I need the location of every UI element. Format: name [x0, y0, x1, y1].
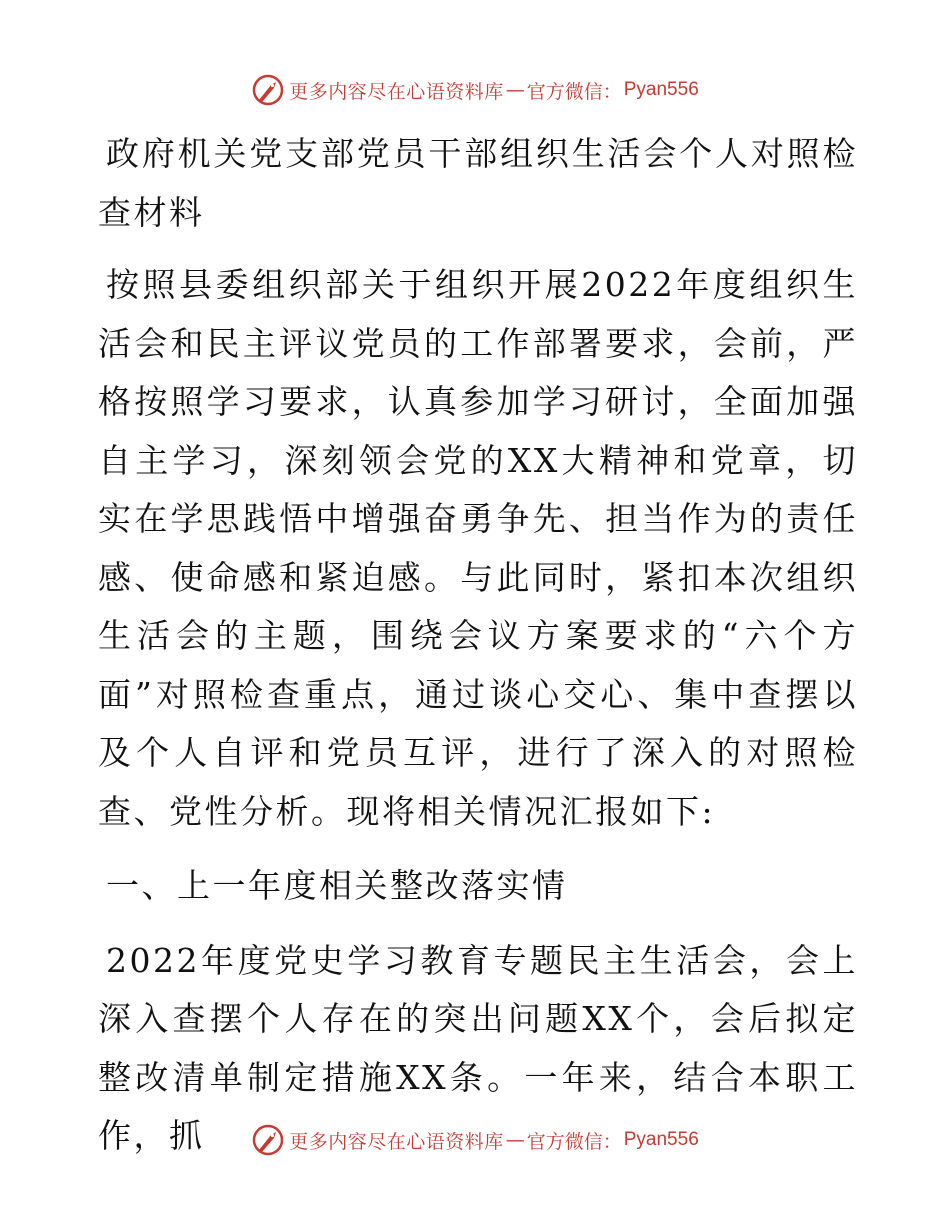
pen-nib-logo-icon [251, 73, 285, 107]
document-body [98, 125, 858, 1182]
watermark-separator: — [505, 79, 525, 101]
intro-paragraph: 按照县委组织部关于组织开展2022年度组织生活会和民主评议党员的工作部署要求，会前，严格按照学习要求，认真参加学习研讨，全面加强自主学习，深刻领会党的XX大精神和党章，切实在学思践悟中增强奋勇争先、担当作为的责任感、使命感和紧迫感。与此同时，紧扣本次组织生活会的主题，围绕会议方案要求的“六个方面”对照检查重点，通过谈心交心、集中查摆以及个人自评和党员互评，进行了深入的对照检查、党性分析。现将相关情况汇报如下: [98, 265, 858, 831]
watermark-wechat-id: Pyan556 [623, 1129, 699, 1150]
watermark-separator: — [505, 1129, 525, 1151]
watermark-wechat-id: Pyan556 [623, 79, 699, 100]
watermark-label: 官方微信： [526, 80, 622, 103]
section-paragraph: 2022年度党史学习教育专题民主生活会，会上深入查摆个人存在的突出问题XX个，会后拟定整改清单制定措施XX条。一年来，结合本职工作，抓 [98, 940, 858, 1155]
watermark-text: 更多内容尽在心语资料库 [289, 80, 504, 103]
watermark-label: 官方微信： [526, 1130, 622, 1153]
header-watermark [0, 70, 950, 110]
pen-nib-logo-icon [251, 1123, 285, 1157]
document-title: 政府机关党支部党员干部组织生活会个人对照检查材料 [98, 134, 858, 232]
section-heading: 一、上一年度相关整改落实情 [106, 866, 568, 905]
watermark-text: 更多内容尽在心语资料库 [289, 1130, 504, 1153]
footer-watermark [0, 1120, 950, 1160]
